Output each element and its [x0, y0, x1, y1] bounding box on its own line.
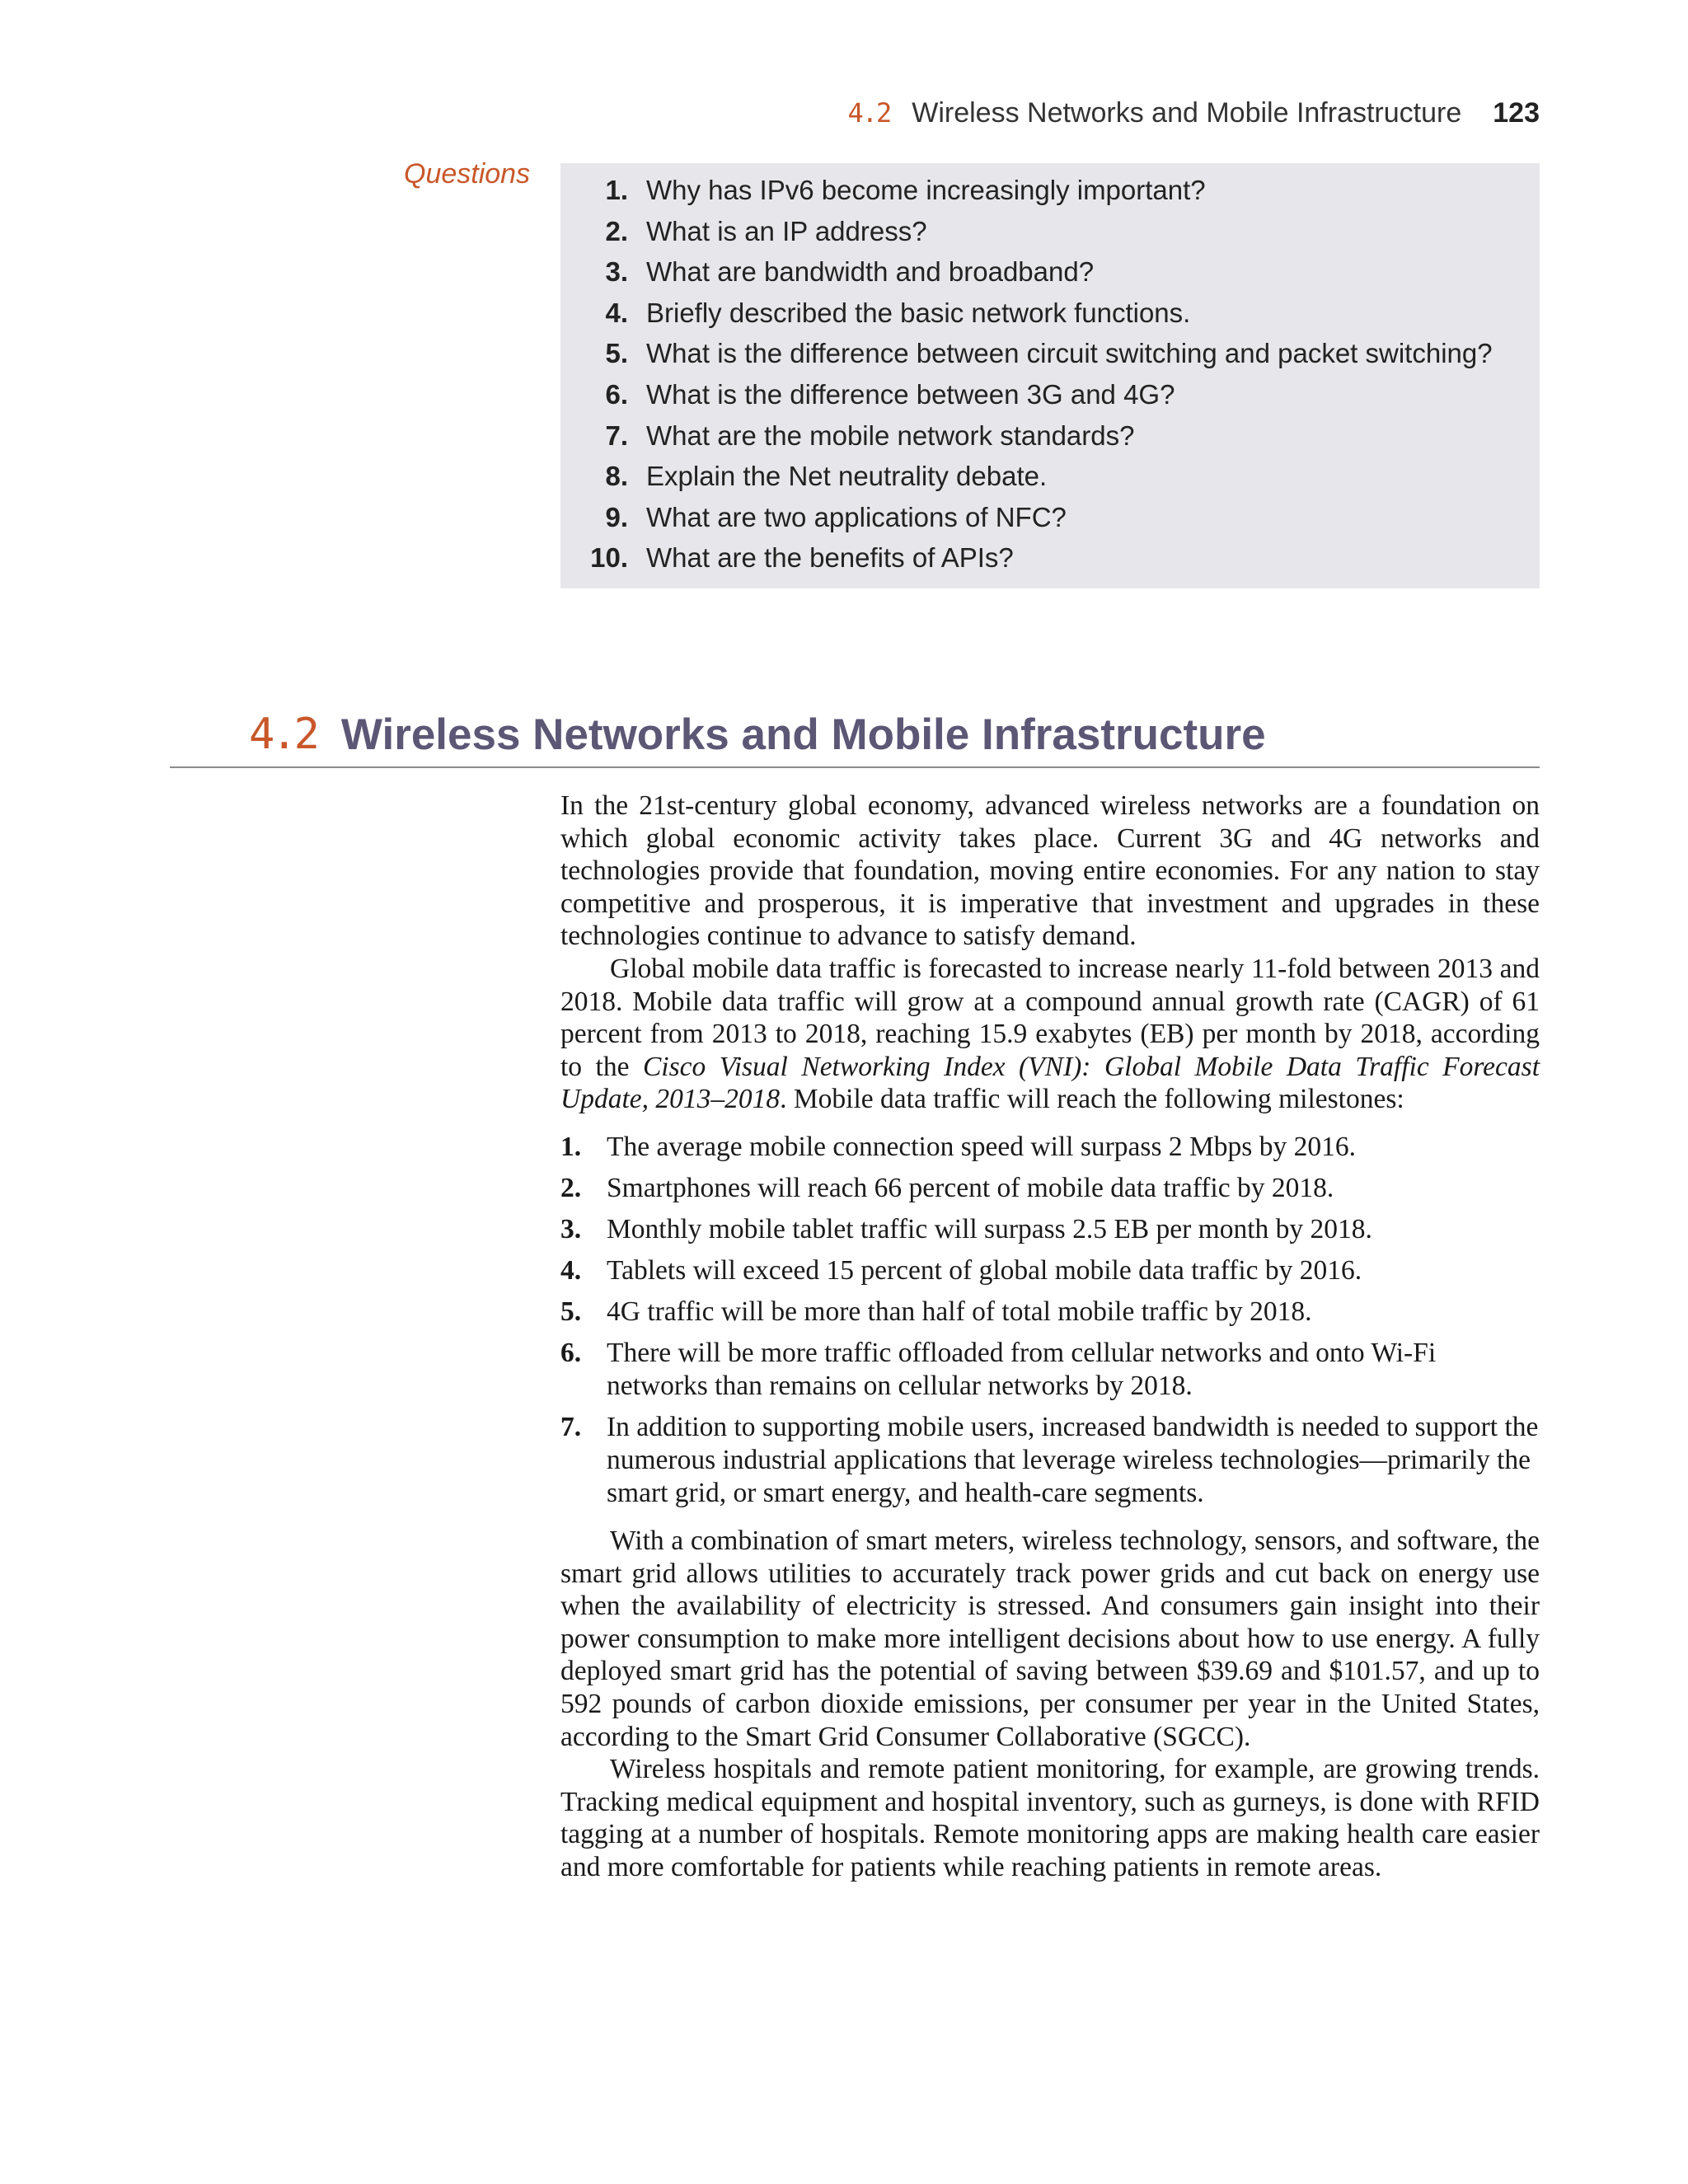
list-item: [560, 1254, 1540, 1287]
list-text: 4G traffic will be more than half of total mobile traffic by 2018.: [607, 1296, 1312, 1327]
question-item: [560, 461, 1540, 502]
paragraph-text: Global mobile data traffic is forecasted to increase nearly 11-fold between 2013 and 2018. Mobile data traffic will grow at a compound annual growth rate (CAGR) of 61 percent from 2013 to 2018, reaching 15.9 exabytes (EB) per month by 2018, according to the: [560, 953, 1540, 1082]
list-number: 3.: [560, 1213, 582, 1244]
list-item: [560, 1213, 1540, 1246]
running-head-title: Wireless Networks and Mobile Infrastructure: [912, 96, 1462, 129]
questions-box: [560, 163, 1540, 588]
section-number: 4.2: [249, 710, 316, 759]
question-text: What is the difference between circuit switching and packet switching?: [646, 338, 1493, 369]
question-text: Why has IPv6 become increasingly important?: [646, 175, 1206, 205]
question-item: [560, 542, 1540, 583]
question-item: [560, 420, 1540, 462]
list-item: [560, 1411, 1540, 1510]
list-number: 4.: [560, 1254, 582, 1286]
question-number: 3.: [605, 256, 628, 288]
question-item: [560, 256, 1540, 298]
list-number: 5.: [560, 1296, 582, 1327]
list-number: 2.: [560, 1172, 582, 1203]
question-item: [560, 216, 1540, 257]
paragraph: [560, 953, 1540, 1116]
section-title: Wireless Networks and Mobile Infrastructure: [340, 710, 1266, 759]
list-item: [560, 1131, 1540, 1164]
list-number: 6.: [560, 1337, 582, 1368]
paragraph: Wireless hospitals and remote patient monitoring, for example, are growing trends. Tracking medical equipment and hospital inventory, such as gurneys, is done with RFID tagging at a number of hospitals. Remote monitoring apps are making health care easier and more comfortable for patients while reaching patients in remote areas.: [560, 1754, 1540, 1882]
question-number: 7.: [605, 419, 628, 451]
question-number: 2.: [605, 215, 628, 246]
question-item: [560, 379, 1540, 420]
list-text: Tablets will exceed 15 percent of global mobile data traffic by 2016.: [607, 1254, 1362, 1286]
list-number: 1.: [560, 1131, 582, 1162]
question-item: [560, 502, 1540, 543]
list-text: In addition to supporting mobile users, increased bandwidth is needed to support the numerous industrial applications that leverage wireless technologies—primarily the smart grid, or smart energy, and health-care segments.: [607, 1411, 1539, 1508]
question-text: What are bandwidth and broadband?: [646, 256, 1095, 288]
list-item: [560, 1172, 1540, 1205]
list-text: Smartphones will reach 66 percent of mobile data traffic by 2018.: [607, 1172, 1334, 1203]
question-text: Briefly described the basic network functions.: [646, 297, 1191, 328]
question-number: 9.: [605, 501, 628, 532]
list-item: [560, 1296, 1540, 1329]
question-text: What are two applications of NFC?: [646, 501, 1067, 532]
question-number: 1.: [605, 175, 628, 205]
body-text: [560, 790, 1540, 1883]
list-item: [560, 1337, 1540, 1403]
list-number: 7.: [560, 1411, 582, 1442]
question-number: 6.: [605, 378, 628, 410]
question-text: What is an IP address?: [646, 215, 927, 246]
list-text: Monthly mobile tablet traffic will surpass 2.5 EB per month by 2018.: [607, 1213, 1372, 1244]
question-number: 10.: [590, 542, 628, 574]
page-number: 123: [1493, 96, 1540, 129]
section-heading: [170, 702, 1540, 768]
question-item: [560, 298, 1540, 339]
question-number: 8.: [605, 461, 628, 492]
question-text: What is the difference between 3G and 4G?: [646, 378, 1175, 410]
running-head: [847, 92, 1540, 134]
list-text: There will be more traffic offloaded from cellular networks and onto Wi-Fi networks than remains on cellular networks by 2018.: [607, 1337, 1437, 1401]
report-title: Cisco Visual Networking Index (VNI): Global Mobile Data Traffic Forecast Update, 2013–2018: [560, 1051, 1540, 1115]
question-text: What are the mobile network standards?: [646, 419, 1135, 451]
question-number: 5.: [605, 338, 628, 369]
list-text: The average mobile connection speed will surpass 2 Mbps by 2016.: [607, 1131, 1356, 1162]
milestones-list: [560, 1131, 1540, 1510]
question-item: [560, 175, 1540, 216]
questions-label: Questions: [404, 158, 531, 190]
question-item: [560, 338, 1540, 379]
question-number: 4.: [605, 297, 628, 328]
question-text: Explain the Net neutrality debate.: [646, 461, 1048, 492]
question-text: What are the benefits of APIs?: [646, 542, 1014, 574]
paragraph: In the 21st-century global economy, advanced wireless networks are a foundation on which global economic activity takes place. Current 3G and 4G networks and technologies provide that foundation, moving entire economies. For any nation to stay competitive and prosperous, it is imperative that investment and upgrades in these technologies continue to advance to satisfy demand.: [560, 790, 1540, 952]
paragraph: With a combination of smart meters, wireless technology, sensors, and software, the smart grid allows utilities to accurately track power grids and cut back on energy use when the availability of electricity is stressed. And consumers gain insight into their power consumption to make more intelligent decisions about how to use energy. A fully deployed smart grid has the potential of saving between $39.69 and $101.57, and up to 592 pounds of carbon dioxide emissions, per consumer per year in the United States, according to the Smart Grid Consumer Collaborative (SGCC).: [560, 1525, 1540, 1752]
running-head-section-number: 4.2: [847, 97, 891, 129]
paragraph-text: . Mobile data traffic will reach the following milestones:: [780, 1084, 1404, 1115]
